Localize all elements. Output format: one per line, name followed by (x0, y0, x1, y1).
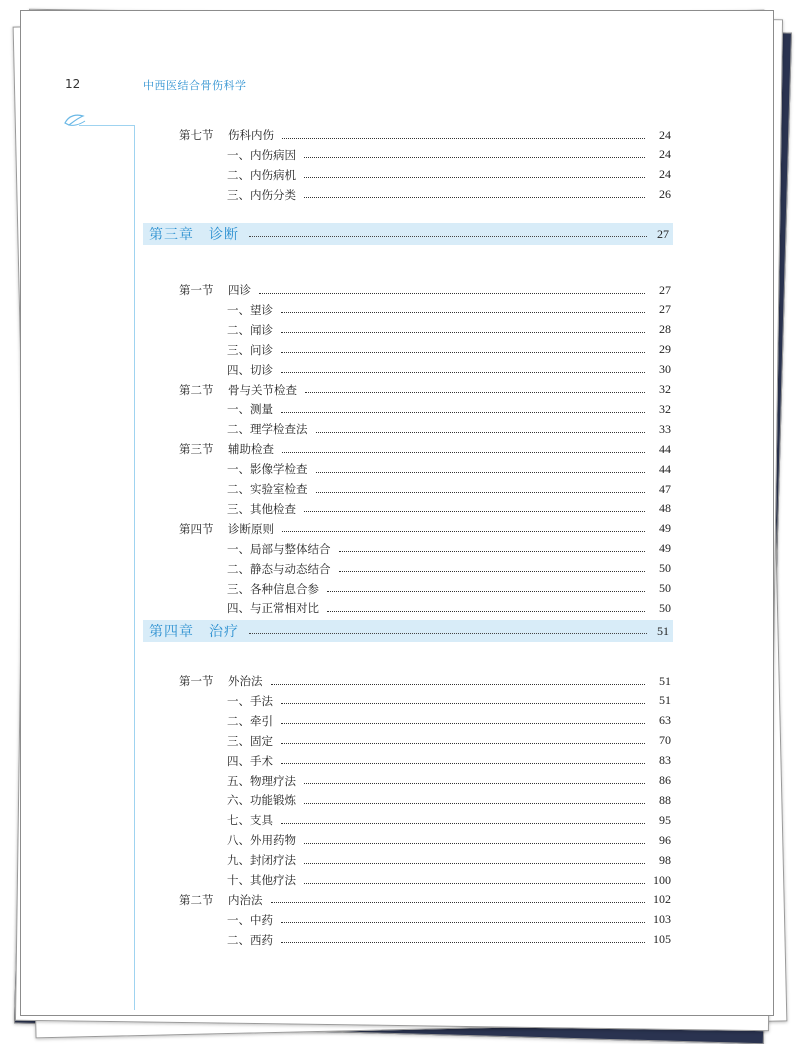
entry-page-number: 86 (659, 773, 671, 787)
dot-leader (282, 531, 645, 532)
entry-label: 三、固定 (227, 733, 273, 748)
toc-item-entry[interactable] (227, 810, 671, 830)
toc-item-entry[interactable] (227, 399, 671, 419)
toc-item-entry[interactable] (227, 930, 671, 950)
entry-page-number: 102 (653, 892, 671, 907)
entry-page-number: 28 (659, 322, 671, 337)
entry-label: 诊断原则 (228, 521, 274, 536)
chapter-page-number: 27 (657, 226, 669, 241)
entry-label: 辅助检查 (228, 442, 274, 457)
entry-label: 一、测量 (227, 402, 273, 417)
entry-label: 外治法 (228, 674, 263, 688)
entry-label: 二、实验室检查 (227, 482, 308, 496)
entry-page-number: 96 (659, 832, 671, 847)
entry-page-number: 50 (659, 600, 671, 615)
toc-item-entry[interactable] (227, 300, 671, 320)
entry-label: 二、闻诊 (227, 322, 273, 337)
entry-page-number: 32 (659, 401, 671, 416)
toc-item-entry[interactable] (227, 165, 671, 185)
dot-leader (304, 177, 645, 178)
section-number: 第三节 (179, 442, 214, 457)
dot-leader (304, 803, 645, 804)
toc-item-entry[interactable] (227, 870, 671, 890)
toc-item-entry[interactable] (227, 419, 671, 439)
dot-leader (281, 922, 645, 923)
section-number: 第二节 (179, 892, 214, 907)
entry-label: 一、望诊 (227, 302, 273, 317)
section-number: 第四节 (179, 521, 214, 536)
dot-leader (271, 902, 646, 903)
toc-item-entry[interactable] (227, 579, 671, 599)
entry-label: 四、手术 (227, 753, 273, 768)
entry-page-number: 70 (659, 733, 671, 748)
entry-page-number: 49 (659, 541, 671, 556)
dot-leader (316, 432, 646, 433)
entry-page-number: 26 (659, 187, 671, 202)
entry-label: 二、静态与动态结合 (227, 561, 331, 576)
entry-page-number: 33 (659, 421, 671, 436)
dot-leader (316, 492, 646, 493)
toc-item-entry[interactable] (227, 850, 671, 870)
toc-section-entry[interactable] (179, 125, 671, 145)
dot-leader (259, 293, 645, 294)
dot-leader (304, 157, 645, 158)
toc-item-entry[interactable] (227, 790, 671, 810)
entry-label: 三、问诊 (227, 342, 273, 357)
toc-item-entry[interactable] (227, 731, 671, 751)
entry-page-number: 48 (659, 501, 671, 516)
dot-leader (281, 372, 645, 373)
entry-label: 三、内伤分类 (227, 187, 296, 202)
dot-leader (281, 823, 645, 824)
dot-leader (281, 723, 645, 724)
entry-label: 一、内伤病因 (227, 147, 296, 162)
toc-item-entry[interactable] (227, 145, 671, 165)
dot-leader (281, 942, 645, 943)
entry-label: 骨与关节检查 (228, 382, 297, 397)
toc-item-entry[interactable] (227, 830, 671, 850)
entry-label: 十、其他疗法 (227, 873, 296, 887)
chapter-heading[interactable] (143, 620, 673, 642)
dot-leader (281, 703, 645, 704)
leaf-ornament-icon (63, 111, 87, 131)
dot-leader (249, 236, 647, 237)
entry-label: 二、西药 (227, 932, 273, 947)
margin-rule-vertical (134, 125, 135, 1010)
toc-item-entry[interactable] (227, 320, 671, 340)
entry-page-number: 95 (659, 812, 671, 827)
entry-label: 一、手法 (227, 693, 273, 708)
entry-page-number: 24 (659, 127, 671, 142)
entry-page-number: 103 (653, 912, 671, 927)
entry-label: 三、其他检查 (227, 501, 296, 516)
entry-page-number: 100 (653, 872, 671, 887)
entry-page-number: 29 (659, 342, 671, 357)
entry-label: 一、中药 (227, 912, 273, 927)
dot-leader (281, 412, 645, 413)
entry-page-number: 88 (659, 792, 671, 807)
toc-item-entry[interactable] (227, 539, 671, 559)
entry-page-number: 50 (659, 561, 671, 576)
chapter-title: 第四章 治疗 (149, 624, 239, 640)
entry-label: 二、牵引 (227, 713, 273, 728)
margin-rule-horizontal (79, 125, 134, 126)
toc-section-entry[interactable] (179, 671, 671, 691)
dot-leader (304, 883, 645, 884)
toc-section-entry[interactable] (179, 380, 671, 400)
entry-label: 三、各种信息合参 (227, 581, 319, 596)
toc-item-entry[interactable] (227, 598, 671, 618)
entry-page-number: 83 (659, 753, 671, 768)
entry-page-number: 98 (659, 852, 671, 867)
toc-section-entry[interactable] (179, 519, 671, 539)
entry-label: 内治法 (228, 892, 263, 907)
toc-item-entry[interactable] (227, 559, 671, 579)
entry-label: 二、理学检查法 (227, 422, 308, 437)
toc-item-entry[interactable] (227, 691, 671, 711)
toc-page (20, 10, 774, 1016)
dot-leader (281, 352, 645, 353)
chapter-heading[interactable] (143, 223, 673, 245)
entry-page-number: 44 (659, 461, 671, 476)
dot-leader (339, 551, 646, 552)
toc-section-entry[interactable] (179, 280, 671, 300)
dot-leader (304, 843, 645, 844)
entry-page-number: 27 (659, 302, 671, 317)
toc-item-entry[interactable] (227, 711, 671, 731)
dot-leader (271, 684, 646, 685)
dot-leader (305, 392, 645, 393)
entry-page-number: 32 (659, 382, 671, 396)
chapter-page-number: 51 (657, 623, 669, 638)
entry-page-number: 51 (659, 693, 671, 708)
entry-label: 一、影像学检查 (227, 462, 308, 477)
dot-leader (304, 783, 645, 784)
toc-item-entry[interactable] (227, 459, 671, 479)
entry-page-number: 63 (659, 713, 671, 728)
entry-label: 八、外用药物 (227, 833, 296, 848)
entry-label: 四、与正常相对比 (227, 601, 319, 616)
page-number: 12 (65, 77, 81, 91)
section-number: 第一节 (179, 283, 214, 297)
toc-item-entry[interactable] (227, 340, 671, 360)
section-number: 第七节 (179, 128, 214, 142)
toc-section-entry[interactable] (179, 439, 671, 459)
toc-item-entry[interactable] (227, 751, 671, 771)
dot-leader (282, 452, 645, 453)
dot-leader (304, 197, 645, 198)
dot-leader (281, 332, 645, 333)
entry-label: 一、局部与整体结合 (227, 541, 331, 556)
toc-item-entry[interactable] (227, 910, 671, 930)
entry-label: 六、功能锻炼 (227, 793, 296, 808)
entry-page-number: 50 (659, 581, 671, 595)
dot-leader (249, 633, 647, 634)
entry-label: 九、封闭疗法 (227, 853, 296, 868)
entry-page-number: 47 (659, 481, 671, 496)
entry-label: 四诊 (228, 283, 251, 297)
entry-page-number: 24 (659, 147, 671, 162)
toc-item-entry[interactable] (227, 499, 671, 519)
dot-leader (282, 138, 645, 139)
entry-label: 二、内伤病机 (227, 167, 296, 182)
toc-item-entry[interactable] (227, 185, 671, 205)
toc-item-entry[interactable] (227, 771, 671, 791)
chapter-title: 第三章 诊断 (149, 227, 239, 243)
section-number: 第二节 (179, 382, 214, 397)
dot-leader (281, 743, 645, 744)
entry-label: 七、支具 (227, 813, 273, 828)
running-header-title: 中西医结合骨伤科学 (143, 79, 247, 92)
entry-page-number: 105 (653, 932, 671, 947)
entry-label: 四、切诊 (227, 362, 273, 377)
entry-label: 伤科内伤 (228, 128, 274, 142)
entry-label: 五、物理疗法 (227, 773, 296, 788)
dot-leader (327, 611, 645, 612)
dot-leader (316, 472, 646, 473)
entry-page-number: 27 (659, 282, 671, 297)
toc-section-entry[interactable] (179, 890, 671, 910)
dot-leader (304, 511, 645, 512)
entry-page-number: 44 (659, 441, 671, 456)
entry-page-number: 49 (659, 521, 671, 536)
entry-page-number: 24 (659, 167, 671, 182)
section-number: 第一节 (179, 674, 214, 688)
dot-leader (327, 591, 645, 592)
toc-item-entry[interactable] (227, 479, 671, 499)
entry-page-number: 51 (659, 673, 671, 688)
dot-leader (281, 312, 645, 313)
dot-leader (304, 863, 645, 864)
dot-leader (281, 763, 645, 764)
entry-page-number: 30 (659, 362, 671, 377)
toc-item-entry[interactable] (227, 360, 671, 380)
dot-leader (339, 571, 646, 572)
